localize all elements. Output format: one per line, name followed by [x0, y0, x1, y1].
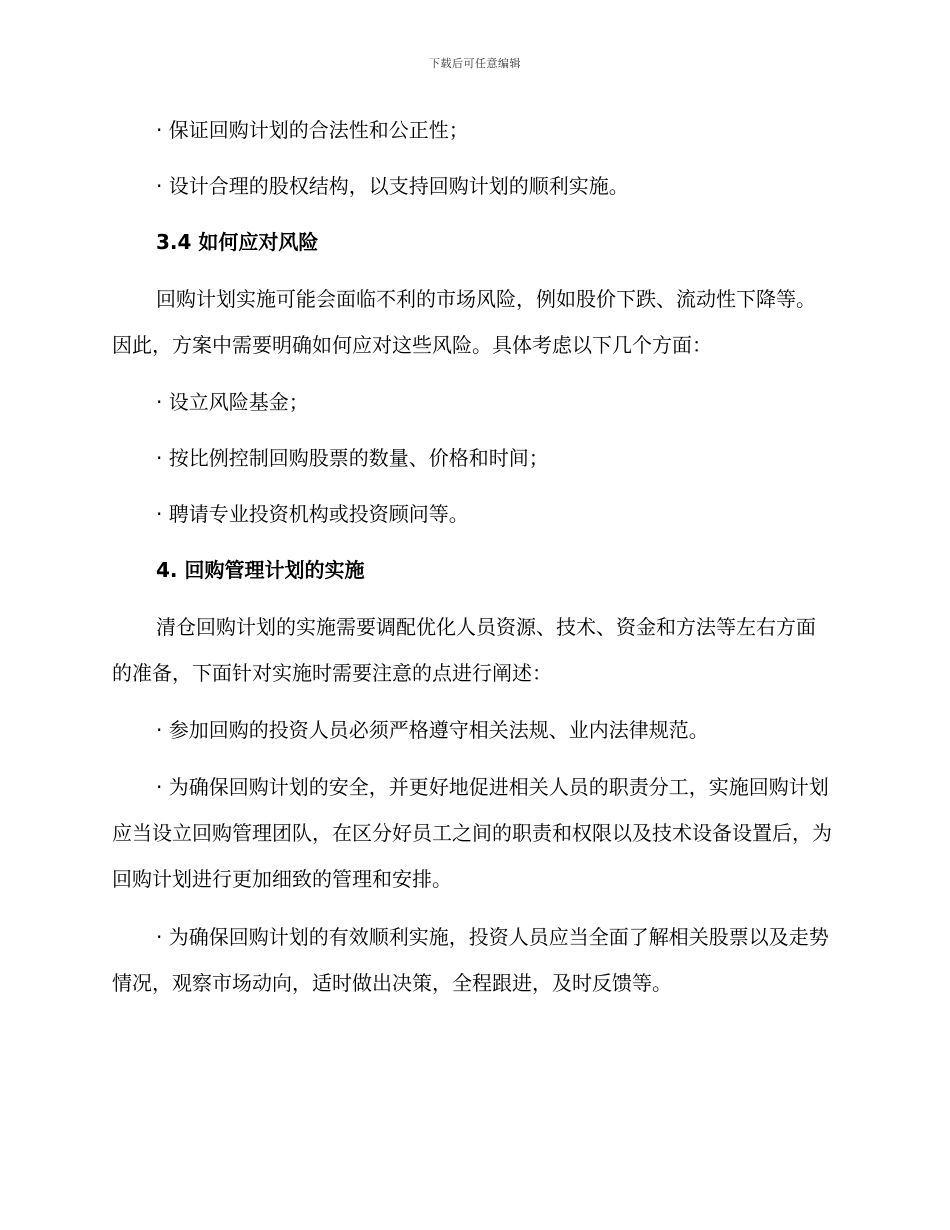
bullet-equity-structure: · 设计合理的股权结构，以支持回购计划的顺利实施。 — [156, 174, 629, 198]
bullet-market-monitoring: · 为确保回购计划的有效顺利实施，投资人员应当全面了解相关股票以及走势情况，观察市场动向，适时做出决策，全程跟进，及时反馈等。 — [112, 925, 829, 995]
document-body — [112, 108, 832, 1018]
paragraph-risk-intro: 回购计划实施可能会面临不利的市场风险，例如股价下跌、流动性下降等。因此，方案中需要明确如何应对这些风险。具体考虑以下几个方面： — [112, 287, 816, 357]
header-note: 下载后可任意编辑 — [429, 57, 521, 70]
bullet-hire-advisors: · 聘请专业投资机构或投资顾问等。 — [156, 502, 469, 526]
bullet-compliance: · 参加回购的投资人员必须严格遵守相关法规、业内法律规范。 — [156, 718, 709, 742]
bullet-proportional-control: · 按比例控制回购股票的数量、价格和时间； — [156, 446, 549, 470]
paragraph-implementation-intro: 清仓回购计划的实施需要调配优化人员资源、技术、资金和方法等左右方面的准备，下面针对实施时需要注意的点进行阐述： — [112, 615, 816, 685]
section-heading-risk: 3.4 如何应对风险 — [156, 230, 319, 254]
bullet-management-team: · 为确保回购计划的安全，并更好地促进相关人员的职责分工，实施回购计划应当设立回购管理团队，在区分好员工之间的职责和权限以及技术设备设置后，为回购计划进行更加细致的管理和安排。 — [112, 775, 832, 891]
section-heading-implementation: 4. 回购管理计划的实施 — [156, 558, 365, 582]
bullet-risk-fund: · 设立风险基金； — [156, 390, 309, 414]
bullet-legality: · 保证回购计划的合法性和公正性； — [156, 118, 469, 142]
